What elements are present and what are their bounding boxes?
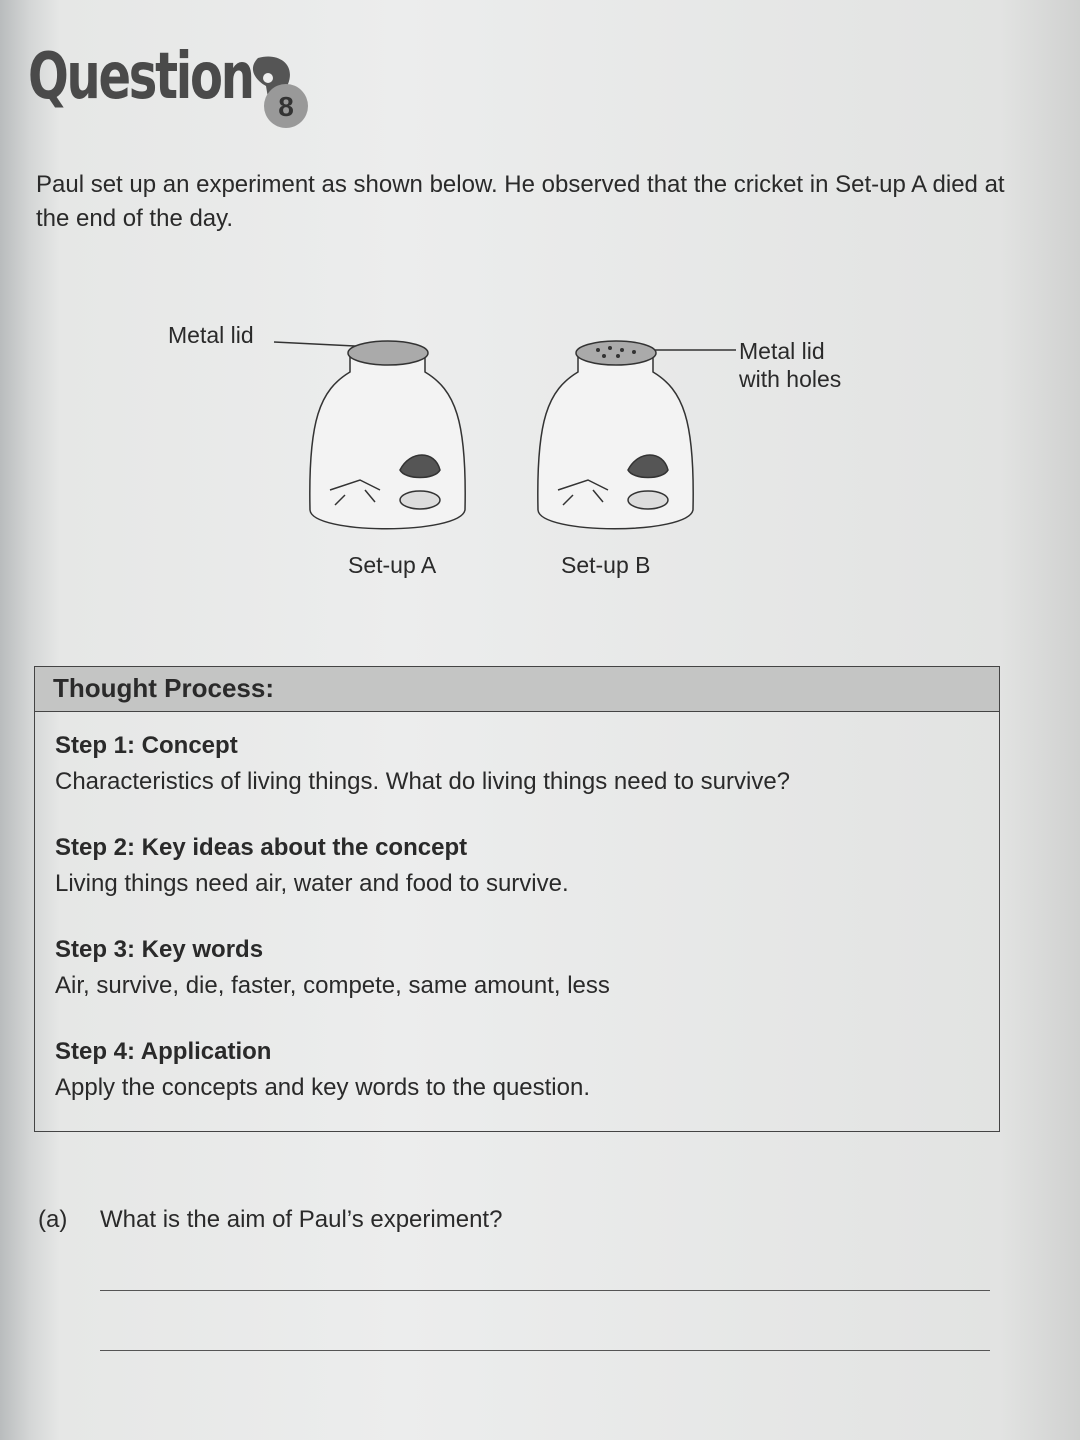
answer-line-2[interactable] [100, 1350, 990, 1351]
label-metal-lid: Metal lid [168, 322, 254, 348]
jar-setup-b [538, 341, 693, 529]
step-title: Step 3: Key words [55, 936, 264, 963]
caption-setup-a: Set-up A [348, 552, 437, 578]
jar-setup-a [310, 341, 465, 529]
thought-process-heading: Thought Process: [35, 667, 999, 712]
thought-process-box [34, 666, 1000, 1132]
step-text: Air, survive, die, faster, compete, same amount, less [55, 972, 610, 999]
step-text: Living things need air, water and food to survive. [55, 870, 569, 897]
label-metal-lid-holes-2: with holes [739, 366, 842, 392]
step-3 [55, 932, 999, 1004]
step-1 [55, 728, 999, 800]
step-title: Step 1: Concept [55, 732, 238, 759]
question-title: Question [28, 40, 253, 114]
caption-setup-b: Set-up B [561, 552, 651, 578]
step-title: Step 2: Key ideas about the concept [55, 834, 468, 861]
question-number: 8 [278, 91, 294, 122]
answer-line-1[interactable] [100, 1290, 990, 1291]
question-a [38, 1206, 502, 1234]
experiment-figure [0, 300, 1080, 600]
label-metal-lid-holes-1: Metal lid [739, 338, 825, 364]
step-4 [55, 1034, 999, 1106]
step-text: Apply the concepts and key words to the question. [55, 1074, 590, 1101]
jars-illustration [270, 330, 740, 550]
question-a-text: What is the aim of Paul’s experiment? [100, 1206, 503, 1233]
intro-text: Paul set up an experiment as shown below. He observed that the cricket in Set-up A died at the end of the day. [36, 171, 1005, 232]
question-bubble-icon [238, 56, 318, 128]
step-text: Characteristics of living things. What do living things need to survive? [55, 768, 791, 795]
step-2 [55, 830, 999, 902]
question-a-label: (a) [38, 1206, 68, 1233]
step-title: Step 4: Application [55, 1038, 272, 1065]
